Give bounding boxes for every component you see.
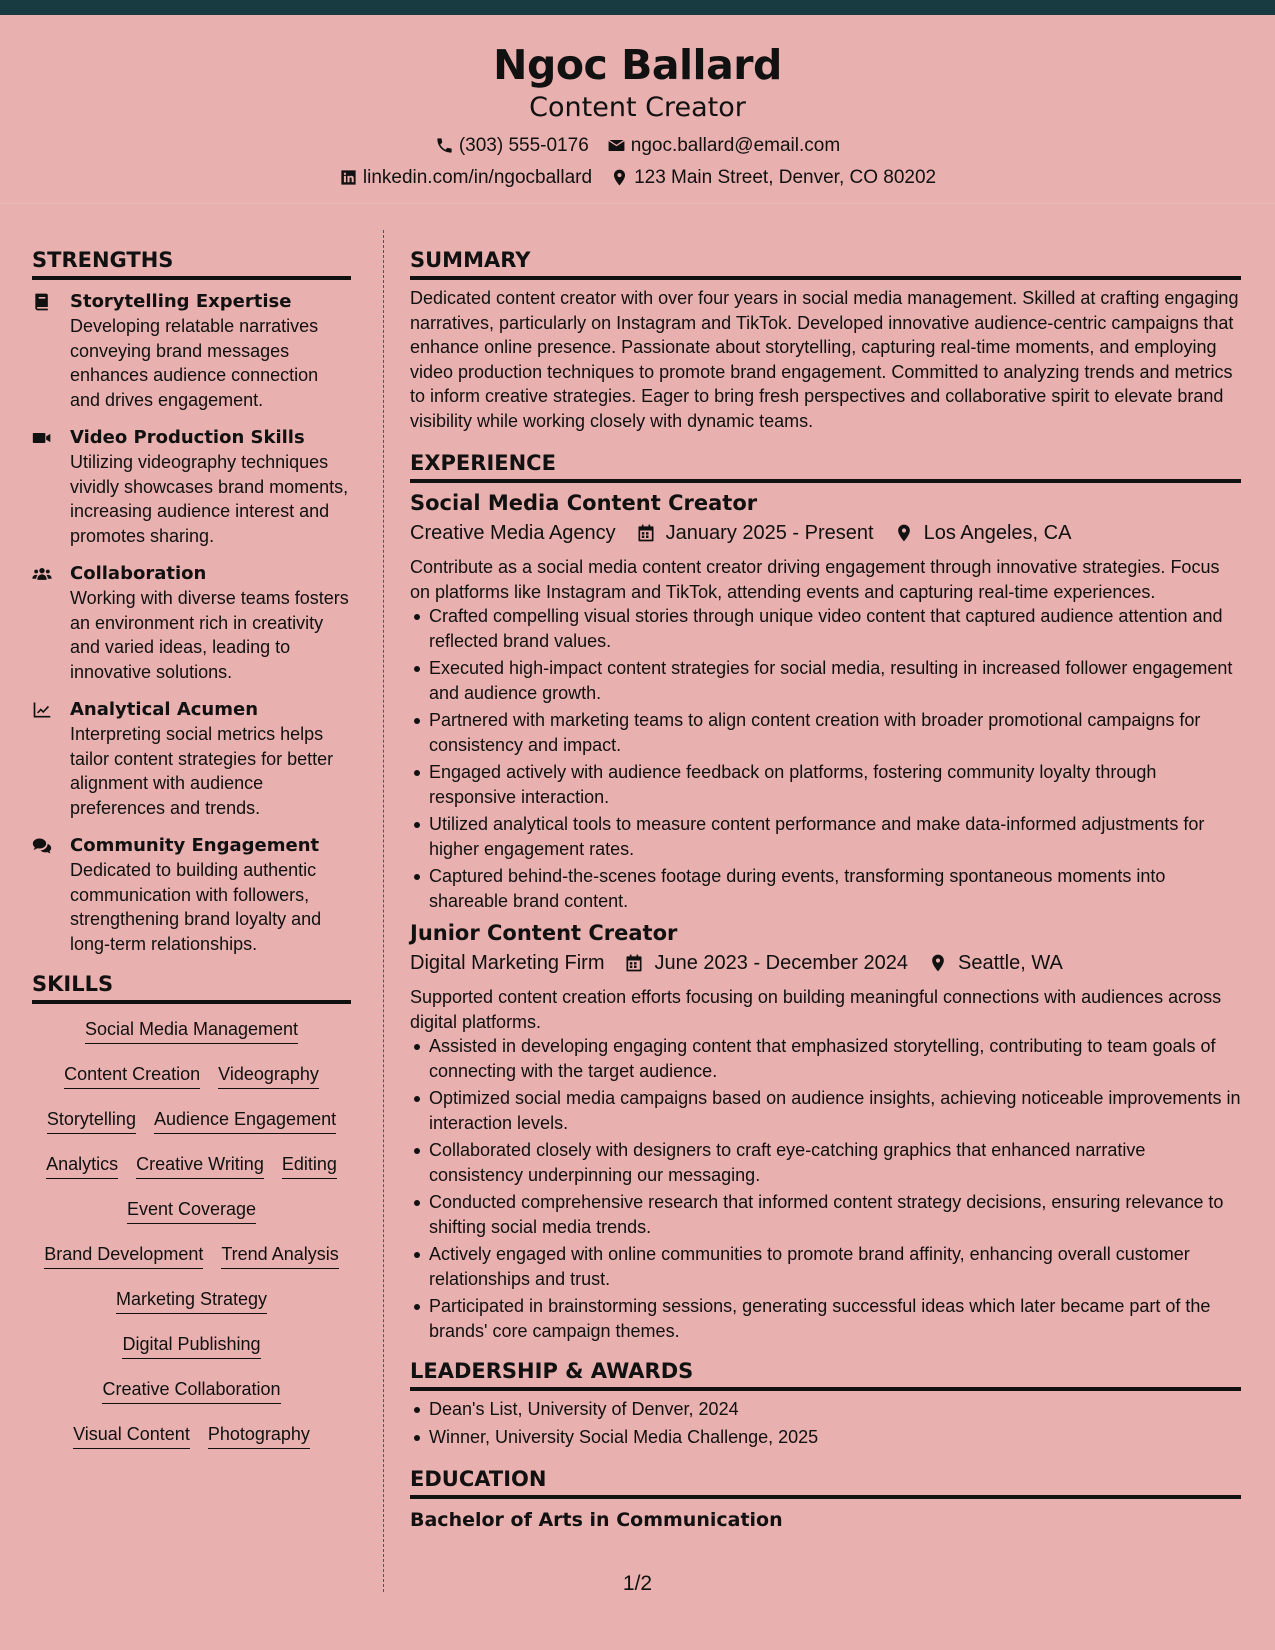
strength-title: Video Production Skills: [70, 427, 305, 448]
strength-desc: Utilizing videography techniques vividly showcases brand moments, increasing audience interest and promotes sharing.: [70, 452, 349, 546]
skill-tag: Editing: [282, 1153, 337, 1179]
education-title: EDUCATION: [410, 1465, 1241, 1499]
job-company: Creative Media Agency: [410, 522, 616, 544]
video-camera-icon: [32, 428, 52, 448]
skill-tag: Trend Analysis: [221, 1243, 338, 1269]
top-accent-bar: [0, 0, 1275, 15]
strength-item: [32, 290, 351, 412]
job-bullet: Conducted comprehensive research that informed content strategy decisions, ensuring relevance to shifting social media trends.: [410, 1190, 1241, 1239]
job-bullets: [410, 604, 1241, 913]
map-pin-icon: [928, 953, 948, 973]
job-bullet: Utilized analytical tools to measure content performance and make data-informed adjustments for higher engagement rates.: [410, 812, 1241, 861]
book-icon: [32, 292, 52, 312]
job-meta: [410, 947, 1241, 979]
page-number: 1/2: [622, 1572, 653, 1595]
job-bullet: Participated in brainstorming sessions, generating successful ideas which later became part of the brands' core campaign themes.: [410, 1294, 1241, 1343]
job-bullet: Captured behind-the-scenes footage during events, transforming spontaneous moments into shareable brand content.: [410, 864, 1241, 913]
strength-title: Community Engagement: [70, 835, 320, 856]
job-bullet: Actively engaged with online communities to promote brand affinity, enhancing overall customer relationships and trust.: [410, 1242, 1241, 1291]
job-bullets: [410, 1034, 1241, 1343]
strength-item: [32, 562, 351, 684]
strength-item: [32, 426, 351, 548]
strength-desc: Dedicated to building authentic communication with followers, strengthening brand loyalty and long-term relationships.: [70, 860, 322, 954]
contact-phone: [435, 136, 589, 155]
envelope-icon: [607, 136, 626, 155]
job-bullet: Crafted compelling visual stories through unique video content that captured audience attention and reflected brand values.: [410, 604, 1241, 653]
skill-tag: Marketing Strategy: [116, 1288, 267, 1314]
job-bullet: Optimized social media campaigns based on audience insights, achieving noticeable improvements in interaction levels.: [410, 1086, 1241, 1135]
skill-tag: Brand Development: [44, 1243, 203, 1269]
job-bullet: Partnered with marketing teams to align content creation with broader promotional campaigns for consistency and impact.: [410, 708, 1241, 757]
strength-title: Storytelling Expertise: [70, 291, 292, 312]
strength-item: [32, 698, 351, 820]
job-title: Social Media Content Creator: [410, 491, 758, 515]
summary-title: SUMMARY: [410, 246, 1241, 280]
skill-tag: Audience Engagement: [154, 1108, 336, 1134]
contact-linkedin: [339, 168, 592, 187]
strength-title: Collaboration: [70, 563, 207, 584]
skill-tag: Creative Writing: [136, 1153, 264, 1179]
contact-line-2: [0, 168, 1275, 187]
skill-tag: Visual Content: [73, 1423, 190, 1449]
experience-title: EXPERIENCE: [410, 449, 1241, 483]
leadership-title: LEADERSHIP & AWARDS: [410, 1357, 1241, 1391]
strength-item: [32, 834, 351, 956]
leadership-list: [410, 1397, 1241, 1449]
skill-tag: Videography: [218, 1063, 319, 1089]
job-meta: [410, 517, 1241, 549]
map-pin-icon: [610, 168, 629, 187]
phone-icon: [435, 136, 454, 155]
skill-tag: Event Coverage: [127, 1198, 256, 1224]
job-intro: Contribute as a social media content creator driving engagement through innovative strategies. Focus on platforms like Instagram and TikTok, attending events and capturing real-time experiences.: [410, 557, 1220, 602]
job-dates: January 2025 - Present: [665, 522, 874, 544]
skill-tag: Social Media Management: [85, 1018, 298, 1044]
strength-desc: Interpreting social metrics helps tailor content strategies for better alignment with audience preferences and trends.: [70, 724, 334, 818]
contact-line-1: [0, 136, 1275, 155]
skills-title: SKILLS: [32, 970, 351, 1004]
calendar-icon: [624, 953, 644, 973]
calendar-icon: [636, 523, 656, 543]
candidate-role: Content Creator: [529, 92, 746, 123]
contact-email: [607, 136, 840, 155]
award-item: Dean's List, University of Denver, 2024: [410, 1397, 1241, 1422]
skill-tag: Content Creation: [64, 1063, 200, 1089]
job-location: Los Angeles, CA: [923, 522, 1072, 544]
line-chart-icon: [32, 700, 52, 720]
users-icon: [32, 564, 52, 584]
column-divider: [383, 230, 384, 1592]
job-location: Seattle, WA: [957, 952, 1063, 974]
skill-tag: Digital Publishing: [122, 1333, 260, 1359]
linkedin-icon: [339, 168, 358, 187]
job-bullet: Assisted in developing engaging content that emphasized storytelling, contributing to team goals of connecting with the target audience.: [410, 1034, 1241, 1083]
skill-tag: Creative Collaboration: [102, 1378, 280, 1404]
strength-desc: Developing relatable narratives conveying brand messages enhances audience connection and drives engagement.: [70, 316, 319, 410]
job-dates: June 2023 - December 2024: [654, 952, 908, 974]
award-item: Winner, University Social Media Challenge, 2025: [410, 1425, 1241, 1450]
summary-text: Dedicated content creator with over four years in social media management. Skilled at crafting engaging narratives, particularly on Instagram and TikTok. Developed innovative audience-centric campaigns that enhance online presence. Passionate about storytelling, capturing real-time moments, and employing video production techniques to promote brand engagement. Committed to analyzing trends and metrics to inform creative strategies. Eager to bring fresh perspectives and collaborative spirit to elevate brand visibility while working closely with dynamic teams.: [410, 288, 1239, 431]
job-bullet: Executed high-impact content strategies for social media, resulting in increased follower engagement and audience growth.: [410, 656, 1241, 705]
skill-tag: Photography: [208, 1423, 310, 1449]
job-intro: Supported content creation efforts focusing on building meaningful connections with audiences across digital platforms.: [410, 987, 1222, 1032]
left-column: [32, 246, 351, 1460]
skills-list: [32, 1010, 351, 1460]
strength-title: Analytical Acumen: [70, 699, 259, 720]
job-bullet: Engaged actively with audience feedback on platforms, fostering community loyalty through responsive interaction.: [410, 760, 1241, 809]
chat-bubbles-icon: [32, 836, 52, 856]
job-entry: [410, 489, 1241, 913]
job-title: Junior Content Creator: [410, 921, 678, 945]
education-degree: Bachelor of Arts in Communication: [410, 1509, 783, 1531]
job-bullet: Collaborated closely with designers to craft eye-catching graphics that enhanced narrative consistency underpinning our messaging.: [410, 1138, 1241, 1187]
contact-address: [610, 168, 936, 187]
skill-tag: Analytics: [46, 1153, 118, 1179]
right-column: [410, 246, 1241, 1533]
map-pin-icon: [894, 523, 914, 543]
linkedin-text: linkedin.com/in/ngocballard: [362, 167, 593, 188]
skill-tag: Storytelling: [47, 1108, 136, 1134]
address-text: 123 Main Street, Denver, CO 80202: [634, 167, 937, 188]
email-text: ngoc.ballard@email.com: [630, 135, 841, 156]
job-entry: [410, 919, 1241, 1343]
candidate-name: Ngoc Ballard: [493, 41, 782, 89]
strength-desc: Working with diverse teams fosters an environment rich in creativity and varied ideas, leading to innovative solutions.: [70, 588, 349, 682]
phone-text: (303) 555-0176: [458, 135, 589, 156]
strengths-title: STRENGTHS: [32, 246, 351, 280]
resume-header: [0, 15, 1275, 204]
job-company: Digital Marketing Firm: [410, 952, 605, 974]
